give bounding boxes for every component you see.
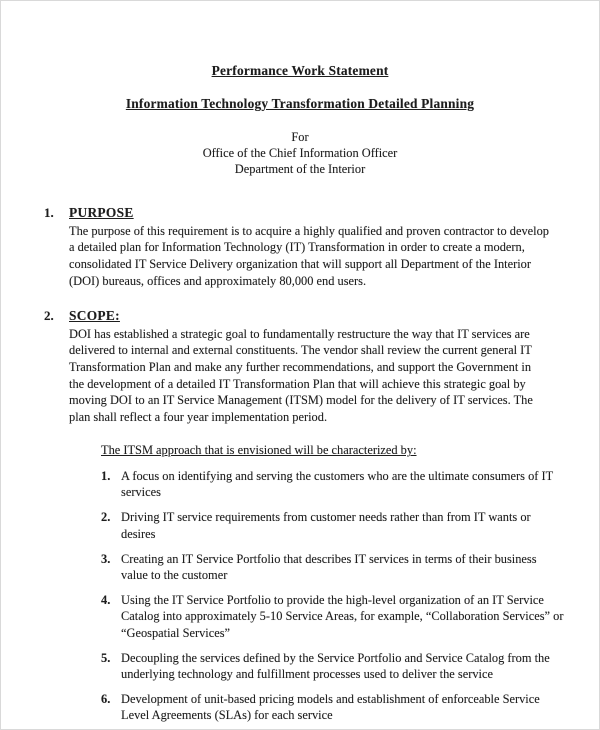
department-line: Department of the Interior <box>234 162 366 177</box>
for-line: For <box>291 130 309 145</box>
section-purpose <box>44 205 549 289</box>
section-body: The purpose of this requirement is to acquire a highly qualified and proven contractor to develop a detailed plan for Information Technology (IT) Transformation in order to create a modern, consolidated IT Service Delivery organization that will support all Department of the Interior (DOI) bureaus, offices and approximately 80,000 end users. <box>69 223 549 288</box>
item-number: 3. <box>101 551 111 566</box>
list-item <box>101 509 564 541</box>
document-title: Performance Work Statement <box>211 63 389 78</box>
item-text: A focus on identifying and serving the customers who are the ultimate consumers of IT services <box>121 468 553 500</box>
section-body: DOI has established a strategic goal to fundamentally restructure the way that IT services are delivered to internal and external constituents. The vendor shall review the current general IT Transformation Plan and make any further recommendations, and support the Government in the development of a detailed IT Transformation Plan that will achieve this strategic goal by moving DOI to an IT Service Management (ITSM) model for the delivery of IT services. The plan shall reflect a four year implementation period. <box>69 326 533 424</box>
section-number: 2. <box>44 308 54 324</box>
list-item <box>101 551 564 583</box>
list-item <box>101 592 564 641</box>
section-content <box>69 308 549 425</box>
document-addressee-block <box>1 129 599 177</box>
document-header <box>1 1 599 177</box>
itsm-approach-block <box>101 442 564 723</box>
item-text: Using the IT Service Portfolio to provide the high-level organization of an IT Service Catalog into approximately 5-10 Service Areas, for example, “Collaboration Services” or “Geospatial Services” <box>121 593 564 640</box>
item-number: 2. <box>101 510 111 525</box>
document-subtitle: Information Technology Transformation Detailed Planning <box>125 95 475 111</box>
list-item <box>101 691 564 723</box>
section-scope <box>44 308 549 425</box>
section-heading: PURPOSE <box>69 205 134 221</box>
section-heading: SCOPE: <box>69 308 120 324</box>
item-text: Creating an IT Service Portfolio that describes IT services in terms of their business value to the customer <box>121 551 537 582</box>
list-item <box>101 468 564 500</box>
item-text: Development of unit-based pricing models and establishment of enforceable Service Level Agreements (SLAs) for each service <box>121 692 540 723</box>
item-text: Driving IT service requirements from customer needs rather than from IT wants or desires <box>121 510 531 541</box>
item-number: 5. <box>101 650 111 665</box>
item-number: 4. <box>101 593 111 608</box>
office-line: Office of the Chief Information Officer <box>202 146 398 161</box>
section-content <box>69 205 549 289</box>
list-item <box>101 650 564 682</box>
itsm-intro: The ITSM approach that is envisioned will be characterized by: <box>101 443 417 458</box>
item-number: 6. <box>101 692 111 707</box>
section-number: 1. <box>44 205 54 221</box>
item-text: Decoupling the services defined by the Service Portfolio and Service Catalog from the underlying technology and fulfillment processes used to deliver the service <box>121 650 550 681</box>
item-number: 1. <box>101 468 111 483</box>
